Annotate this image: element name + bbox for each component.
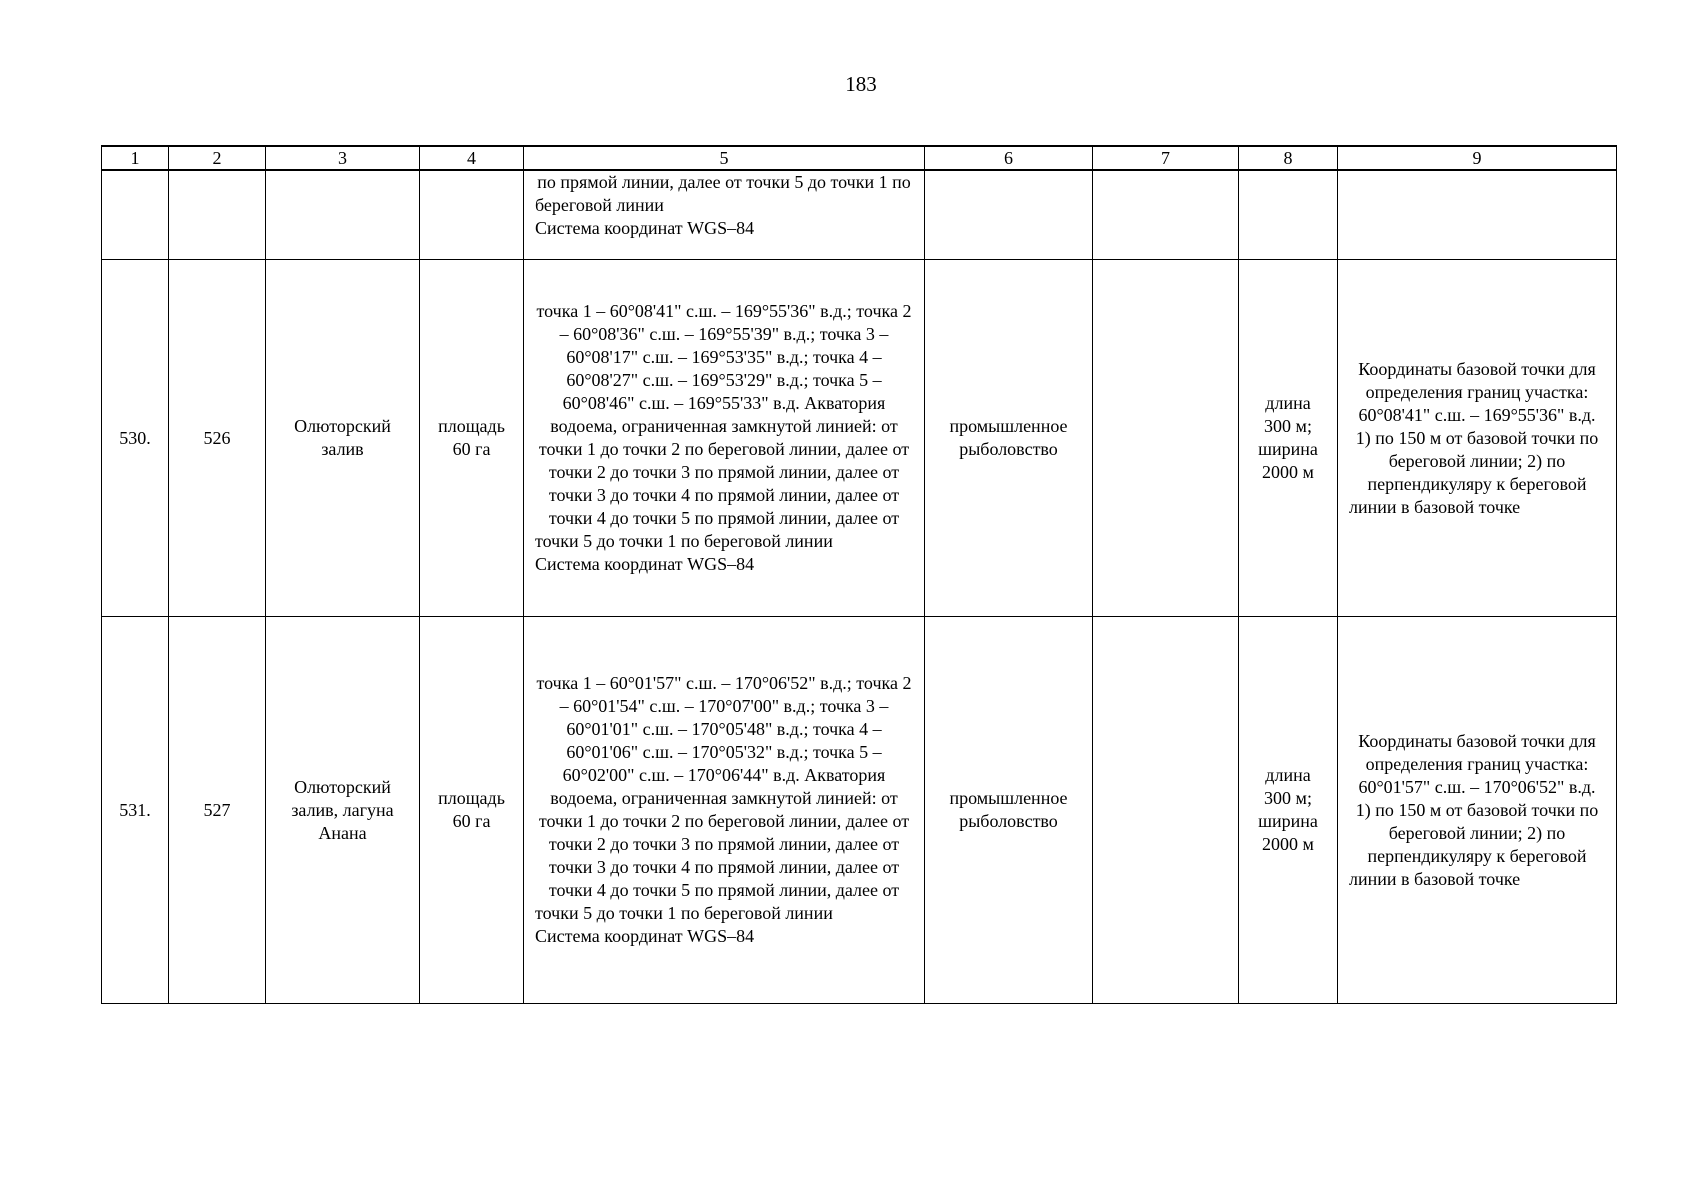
header-cell-9: 9 xyxy=(1338,146,1617,170)
cell-area-size: площадь 60 га xyxy=(420,617,524,1004)
header-cell-7: 7 xyxy=(1093,146,1239,170)
cell-area-size: площадь 60 га xyxy=(420,260,524,617)
cell-base-point: Координаты базовой точки для определения границ участка: 60°08'41" с.ш. – 169°55'36" в.д. 1) по 150 м от базовой точки по береговой линии; 2) по перпендикуляру к береговой линии в базовой точке xyxy=(1338,260,1617,617)
cell-number: 530. xyxy=(102,260,169,617)
cell-dimensions xyxy=(1239,170,1338,260)
header-cell-5: 5 xyxy=(524,146,925,170)
cell-area-number xyxy=(169,170,266,260)
cell-col7 xyxy=(1093,260,1239,617)
cell-area-number: 526 xyxy=(169,260,266,617)
cell-number xyxy=(102,170,169,260)
cell-boundary-description: точка 1 – 60°08'41" с.ш. – 169°55'36" в.д.; точка 2 – 60°08'36" с.ш. – 169°55'39" в.д.; точка 3 – 60°08'17" с.ш. – 169°53'35" в.д.; точка 4 – 60°08'27" с.ш. – 169°53'29" в.д.; точка 5 – 60°08'46" с.ш. – 169°55'33" в.д. Акватория водоема, ограниченная замкнутой линией: от точки 1 до точки 2 по береговой линии, далее от точки 2 до точки 3 по прямой линии, далее от точки 3 до точки 4 по прямой линии, далее от точки 4 до точки 5 по прямой линии, далее от точки 5 до точки 1 по береговой линии Система координат WGS–84 xyxy=(524,260,925,617)
table-row xyxy=(102,260,1617,617)
cell-purpose xyxy=(925,170,1093,260)
cell-col7 xyxy=(1093,617,1239,1004)
header-cell-4: 4 xyxy=(420,146,524,170)
continuation-row xyxy=(102,170,1617,260)
cell-col7 xyxy=(1093,170,1239,260)
header-cell-3: 3 xyxy=(266,146,420,170)
header-cell-6: 6 xyxy=(925,146,1093,170)
header-cell-2: 2 xyxy=(169,146,266,170)
cell-number: 531. xyxy=(102,617,169,1004)
cell-area-size xyxy=(420,170,524,260)
cell-purpose: промышленное рыболовство xyxy=(925,260,1093,617)
cell-water-body: Олюторский залив xyxy=(266,260,420,617)
page-number: 183 xyxy=(845,72,877,96)
cell-purpose: промышленное рыболовство xyxy=(925,617,1093,1004)
cell-water-body xyxy=(266,170,420,260)
header-row xyxy=(102,146,1617,170)
cell-dimensions: длина 300 м; ширина 2000 м xyxy=(1239,617,1338,1004)
cell-water-body: Олюторский залив, лагуна Анана xyxy=(266,617,420,1004)
cell-base-point xyxy=(1338,170,1617,260)
cell-boundary-description: по прямой линии, далее от точки 5 до точки 1 по береговой линии Система координат WGS–84 xyxy=(524,170,925,260)
cell-area-number: 527 xyxy=(169,617,266,1004)
table-row xyxy=(102,617,1617,1004)
header-cell-8: 8 xyxy=(1239,146,1338,170)
header-cell-1: 1 xyxy=(102,146,169,170)
fishing-areas-table xyxy=(101,145,1617,1004)
cell-dimensions: длина 300 м; ширина 2000 м xyxy=(1239,260,1338,617)
cell-boundary-description: точка 1 – 60°01'57" с.ш. – 170°06'52" в.д.; точка 2 – 60°01'54" с.ш. – 170°07'00" в.д.; точка 3 – 60°01'01" с.ш. – 170°05'48" в.д.; точка 4 – 60°01'06" с.ш. – 170°05'32" в.д.; точка 5 – 60°02'00" с.ш. – 170°06'44" в.д. Акватория водоема, ограниченная замкнутой линией: от точки 1 до точки 2 по береговой линии, далее от точки 2 до точки 3 по прямой линии, далее от точки 3 до точки 4 по прямой линии, далее от точки 4 до точки 5 по прямой линии, далее от точки 5 до точки 1 по береговой линии Система координат WGS–84 xyxy=(524,617,925,1004)
cell-base-point: Координаты базовой точки для определения границ участка: 60°01'57" с.ш. – 170°06'52" в.д. 1) по 150 м от базовой точки по береговой линии; 2) по перпендикуляру к береговой линии в базовой точке xyxy=(1338,617,1617,1004)
